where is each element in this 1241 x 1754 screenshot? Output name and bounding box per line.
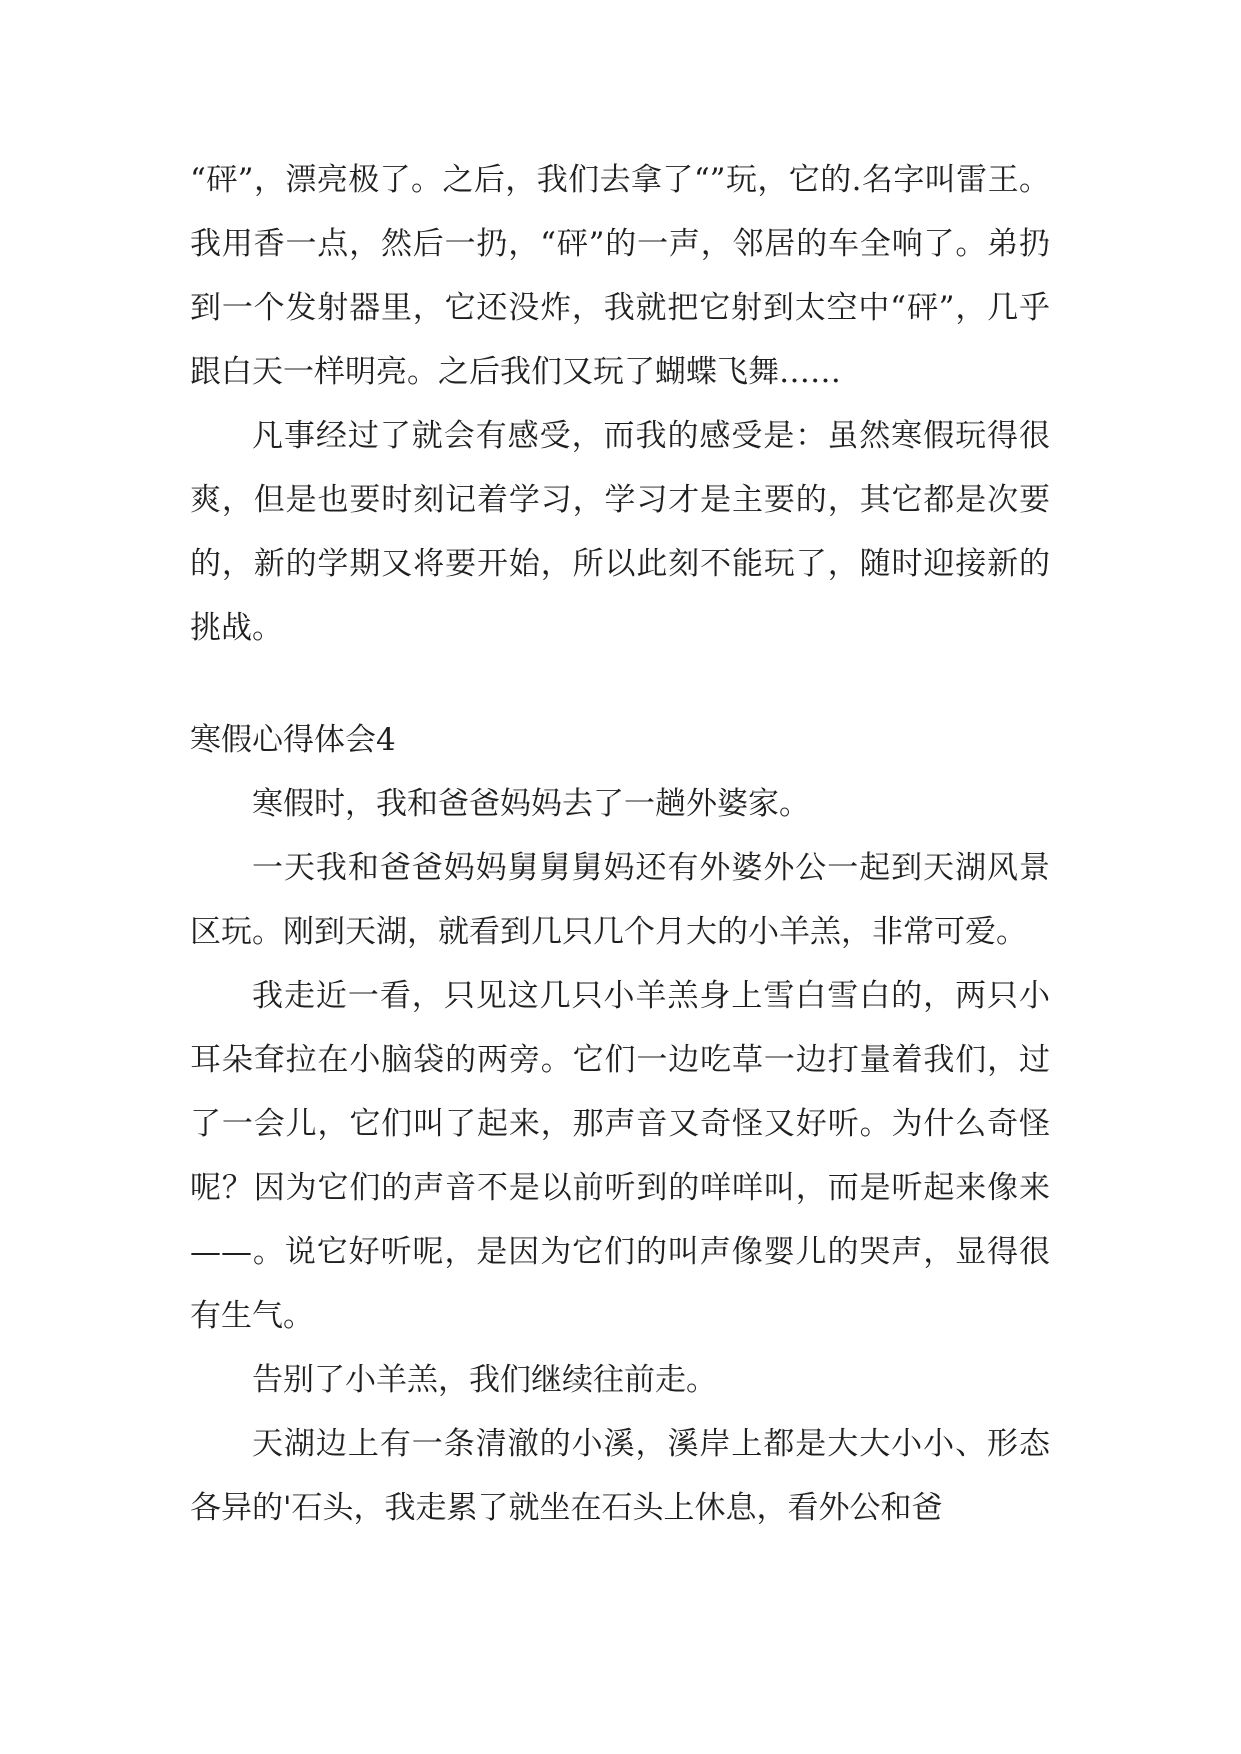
- essay-paragraph: 寒假时，我和爸爸妈妈去了一趟外婆家。: [252, 786, 810, 822]
- document-body: [190, 148, 1050, 1540]
- essay-paragraph: 一天我和爸爸妈妈舅舅舅妈还有外婆外公一起到天湖风景区玩。刚到天湖，就看到几只几个月大的小羊羔，非常可爱。: [190, 850, 1050, 950]
- essay-paragraph: 我走近一看，只见这几只小羊羔身上雪白雪白的，两只小耳朵耷拉在小脑袋的两旁。它们一边吃草一边打量着我们，过了一会儿，它们叫了起来，那声音又奇怪又好听。为什么奇怪呢？因为它们的声音不是以前听到的咩咩叫，而是听起来像来——。说它好听呢，是因为它们的叫声像婴儿的哭声，显得很有生气。: [190, 978, 1050, 1334]
- essay-paragraph: 告别了小羊羔，我们继续往前走。: [252, 1362, 717, 1398]
- essay-paragraph: 天湖边上有一条清澈的小溪，溪岸上都是大大小小、形态各异的'石头，我走累了就坐在石头上休息，看外公和爸: [190, 1426, 1050, 1526]
- prev-essay-paragraph: 凡事经过了就会有感受，而我的感受是：虽然寒假玩得很爽，但是也要时刻记着学习，学习才是主要的，其它都是次要的，新的学期又将要开始，所以此刻不能玩了，随时迎接新的挑战。: [190, 418, 1050, 646]
- section-title: 寒假心得体会4: [190, 722, 396, 758]
- prev-essay-paragraph: “砰”，漂亮极了。之后，我们去拿了“”玩，它的.名字叫雷王。我用香一点，然后一扔，“砰”的一声，邻居的车全响了。弟扔到一个发射器里，它还没炸，我就把它射到太空中“砰”，几乎跟白天一样明亮。之后我们又玩了蝴蝶飞舞……: [190, 162, 1050, 390]
